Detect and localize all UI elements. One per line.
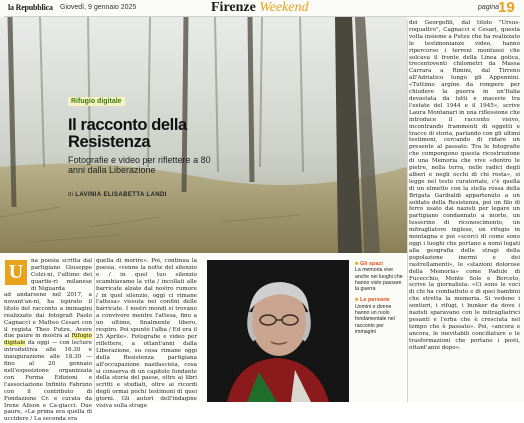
page-label: pagina [478,4,500,11]
article-title: Il racconto della Resistenza [68,116,187,151]
article-byline [68,192,167,198]
elderly-woman-photo [207,260,349,402]
article-subtitle: Fotografie e video per riflettere a 80 anni dalla Liberazione [68,155,211,175]
sidebar-heading-people: ■ Le persone [355,297,404,303]
column-1-top: na poesia scritta dal partigiano Giuseppe Colzi-ni, l'ultimo dei quartie-ri milanese di Niguarda [31,258,92,292]
sidebar-text-spaces: La memoria vive anche nei luoghi che hanno visto passare la guerra [355,267,403,293]
highlighted-venue: Rifugio digitale [4,333,92,347]
issue-date: Giovedì, 9 gennaio 2025 [60,4,137,11]
page-header [4,0,520,17]
author-name: LAVINIA ELISABETTA LANDI [75,192,167,198]
section-accent: Weekend [259,0,309,15]
drop-cap: U [5,260,27,285]
section-name: Firenze [211,0,256,15]
column-divider [94,258,95,402]
column-1-text [4,292,92,423]
column-1-end: da oggi — con lecture introduttiva alle 16.30 e inaugurazione alle 18.30 — fino al 20 gennaio nell'esposizione organizzata con Forma Edizioni e l'associazione Infinito Fabrizio con il contributo di Fondazione Cr. e curata da Irene Alison e Ca-giacci. Due paure, «La prima era quella di uccidere / La seconda era [4,340,92,423]
sidebar-heading-spaces: ■ Gli spazi [355,261,404,267]
column-3-text: dei Georgofili, dal titolo "Ursus-roquattro", Cagnacci e Cesari, questa volta insieme a Putzu che ha realizzato le testimonianze video, hanno ripercorso i terreni montuosi che solcava il fronte della Linea gotica, trecentoventi chilometri da Massa Carrara a Rimini, dal Tirreno all'Adriatico lungo gli Appennini. «Tuttimo argine da rompere per chiudere la guerra in un'Italia devastata da lutti e macerie tra l'estate del 1944 e il 1945», scrive Laura Montanari in una riflessione che introduce il racconto visivo, incontrando frammenti di oggetti e tracce di storia, parlando con gli ultimi testimoni, cercando di ridare un presente al passato. Tra le fotografie che compongono questa ricostruzione di una Memoria che vive «dentro le pietre, nella terra, nelle radici degli alberi e negli occhi di chi resta», si legge nel testo curatoriale, c'è quella di un elmetto con la stella rossa della Brigata Garibaldi appartenuto a un soldato della Resistenza, poi un filo di ferro usato dai nazisti per legare un partigiano condannato a morte, un tesserino di riconoscimento, un mitragliatore inglese, un rifugio in montagna e poi «scorci di come sono oggi i luoghi che portano a nomi legati alla geografia delle stragi della popolazione inermi e dei rastrellamenti», le «stazioni dolorose della Memoria» come Padule di Fucecchio, Monte Sole e Berceto, scrive la giornalista: «Ci sono le voci di chi ha combattuto e di quei bambini che stretta la memoria. Si vedono i sentieri, i rifugi, i bunker da dove i nazisti sparavano con le mitragliatrici pesanti e l'erba che è cresciuta nel tempo che è passato». Poi, «ancora e ancora, le inevitabili conciliature e le trasformazioni che portano i posti, ottant'anni dopo». [409,20,520,351]
masthead: la Repubblica [8,3,53,12]
sidebar-text-people: Uomini e donne hanno un ruolo fondamentale nel racconto per immagini [355,303,395,335]
page-number: 19 [498,0,515,16]
byline-prefix: di [68,192,74,198]
article-kicker: Rifugio digitale [68,97,125,106]
column-1-main: ad andarsene nel 2017, a novant'an-ni, ha ispirato il titolo del racconto a immagini realizzato dai fotografi Paolo Cagnacci e Matteo Cesari con il regista Theo Putzu, Avere due paure in mostra al [4,292,92,340]
section-title [211,0,309,16]
column-2-text: quella di morire». Poi, continua la poesia, «venne la notte del silenzio e / in quel tuo silenzio scambiavamo la vita / incollati alle barricate alzate dal nostro rumore / in quel silenzio, oggi ci rimane l'attesa» vissuta nei confini delle barricate. I nostri mondi si trovano a convivere mentre l'attesa, fino a un ultimo, finalmente libero, respiro. Poi spuntò l'alba / Ed era il 25 Aprile». Fotografie e video per riflettere, a ottant'anni dalla Liberazione, su cosa rimane oggi della Resistenza partigiana all'occupazione nazifascista, cosa si conserva di un capitolo fondante della storia del paese, oltre ai libri scritti e studiati, oltre ai ricordi degli ormai pochi testimoni di quei giorni. Gli autori dell'indagine visiva sulla strage [96,258,197,410]
right-column-divider [407,20,408,402]
witness-portrait [207,260,349,402]
info-sidebar [355,260,404,340]
